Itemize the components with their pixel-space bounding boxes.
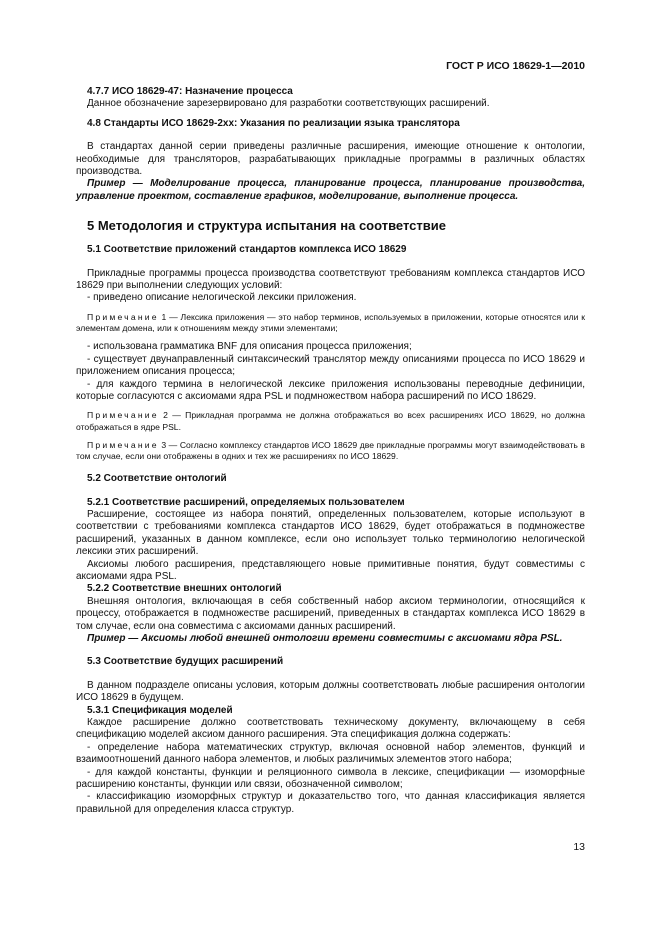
section-5-2-2-title: 5.2.2 Соответствие внешних онтологий (87, 583, 282, 595)
section-5-1-intro: Прикладные программы процесса производства соответствуют требованиям комплекса стандартов ИСО 18629 при выполнении следующих условий: (76, 267, 585, 292)
section-5-1-note-3 (76, 440, 585, 462)
note-2-text: 2 — Прикладная программа не должна отображаться во всех расширениях ИСО 18629, но должна отображаться в ядре PSL. (76, 410, 585, 432)
section-4-8-example: Пример — Моделирование процесса, планирование процесса, планирование производства, управление проектом, составление графиков, моделирование, выполнение процесса. (76, 178, 585, 202)
section-5-3-1-title: 5.3.1 Спецификация моделей (87, 704, 233, 716)
section-5-title: 5 Методология и структура испытания на соответствие (87, 218, 446, 234)
section-5-2-2-para-1: Внешняя онтология, включающая в себя собственный набор аксиом терминологии, относящийся к процессу, отображается в подмножестве расширений, приведенных в стандартах комплекса ИСО 18629 в том случае, если она совместима с аксиомами данных расширений. (76, 595, 585, 632)
section-5-1-item-1: - приведено описание нелогической лексики приложения. (87, 292, 357, 304)
page-number: 13 (573, 841, 585, 853)
section-5-3-para-1: В данном подразделе описаны условия, которым должны соответствовать любые расширения онтологии ИСО 18629 в будущем. (76, 679, 585, 704)
section-5-2-1-para-2: Аксиомы любого расширения, представляющего новые примитивные понятия, будут совместимы с аксиомами ядра PSL. (76, 558, 585, 582)
document-id-header: ГОСТ Р ИСО 18629-1—2010 (446, 60, 585, 72)
section-5-1-note-1 (76, 312, 585, 334)
note-3-label: Примечание (87, 439, 159, 450)
section-5-2-1-title: 5.2.1 Соответствие расширений, определяемых пользователем (87, 496, 405, 508)
section-5-2-title: 5.2 Соответствие онтологий (87, 473, 227, 485)
section-4-7-7-text: Данное обозначение зарезервировано для разработки соответствующих расширений. (87, 98, 490, 110)
section-4-8-title: 4.8 Стандарты ИСО 18629-2хх: Указания по реализации языка транслятора (87, 117, 460, 129)
section-5-1-item-3: - существует двунаправленный синтаксический транслятор между описаниями процесса по ИСО 18629 и приложением описания процесса; (76, 353, 585, 378)
section-4-8-text: В стандартах данной серии приведены различные расширения, имеющие отношение к онтологии, необходимые для трансляторов, разрабатывающих прикладные программы в различных областях производства. (76, 141, 585, 178)
section-4-7-7-title: 4.7.7 ИСО 18629-47: Назначение процесса (87, 86, 293, 97)
section-5-3-1-item-3: - классификацию изоморфных структур и доказательство того, что данная классификация является правильной для определения класса структур. (76, 791, 585, 815)
note-1-text: 1 — Лексика приложения — это набор терминов, используемых в приложении, которые относятся или к элементам домена, или к отношениям между этими элементами; (76, 311, 585, 334)
section-5-3-1-para-1: Каждое расширение должно соответствовать техническому документу, включающему в себя спецификацию моделей аксиом данного расширения. Эта спецификация должна содержать: (76, 717, 585, 741)
section-5-2-2-example: Пример — Аксиомы любой внешней онтологии времени совместимы с аксиомами ядра PSL. (87, 633, 563, 644)
note-2-label: Примечание (87, 410, 159, 421)
section-5-1-item-4: - для каждого термина в нелогической лексике приложения использованы переводные дефиниции, которые согласуются с аксиомами ядра PSL и подмножеством набора расширений по ИСО 18629. (76, 378, 585, 402)
section-5-3-1-item-1: - определение набора математических структур, включая основной набор элементов, функций и взаимоотношений данного набора элементов, и любых различимых элементов этого набора; (76, 741, 585, 766)
note-3-text: 3 — Согласно комплексу стандартов ИСО 18629 две прикладные программы могут взаимодействовать в том случае, если они отображены в одних и тех же расширениях по ИСО 18629. (76, 439, 585, 461)
section-5-3-1-item-2: - для каждой константы, функции и реляционного символа в лексике, спецификации — изоморфные расширению константы, функции или связи, обозначенной символом; (76, 766, 585, 791)
section-5-1-title: 5.1 Соответствие приложений стандартов комплекса ИСО 18629 (87, 244, 407, 256)
section-5-1-item-2: - использована грамматика BNF для описания процесса приложения; (87, 341, 412, 353)
section-5-2-1-para-1: Расширение, состоящее из набора понятий, определенных пользователем, которые используют в соответствии с требованиями комплекса стандартов ИСО 18629, будет отображаться в подмножестве расширений, указанных в данном комплексе, если оно использует только терминологию нелогической лексики этих расширений. (76, 508, 585, 558)
note-1-label: Примечание (87, 311, 159, 322)
section-5-3-title: 5.3 Соответствие будущих расширений (87, 656, 284, 668)
page-content (76, 86, 585, 816)
section-5-1-note-2 (76, 410, 585, 432)
